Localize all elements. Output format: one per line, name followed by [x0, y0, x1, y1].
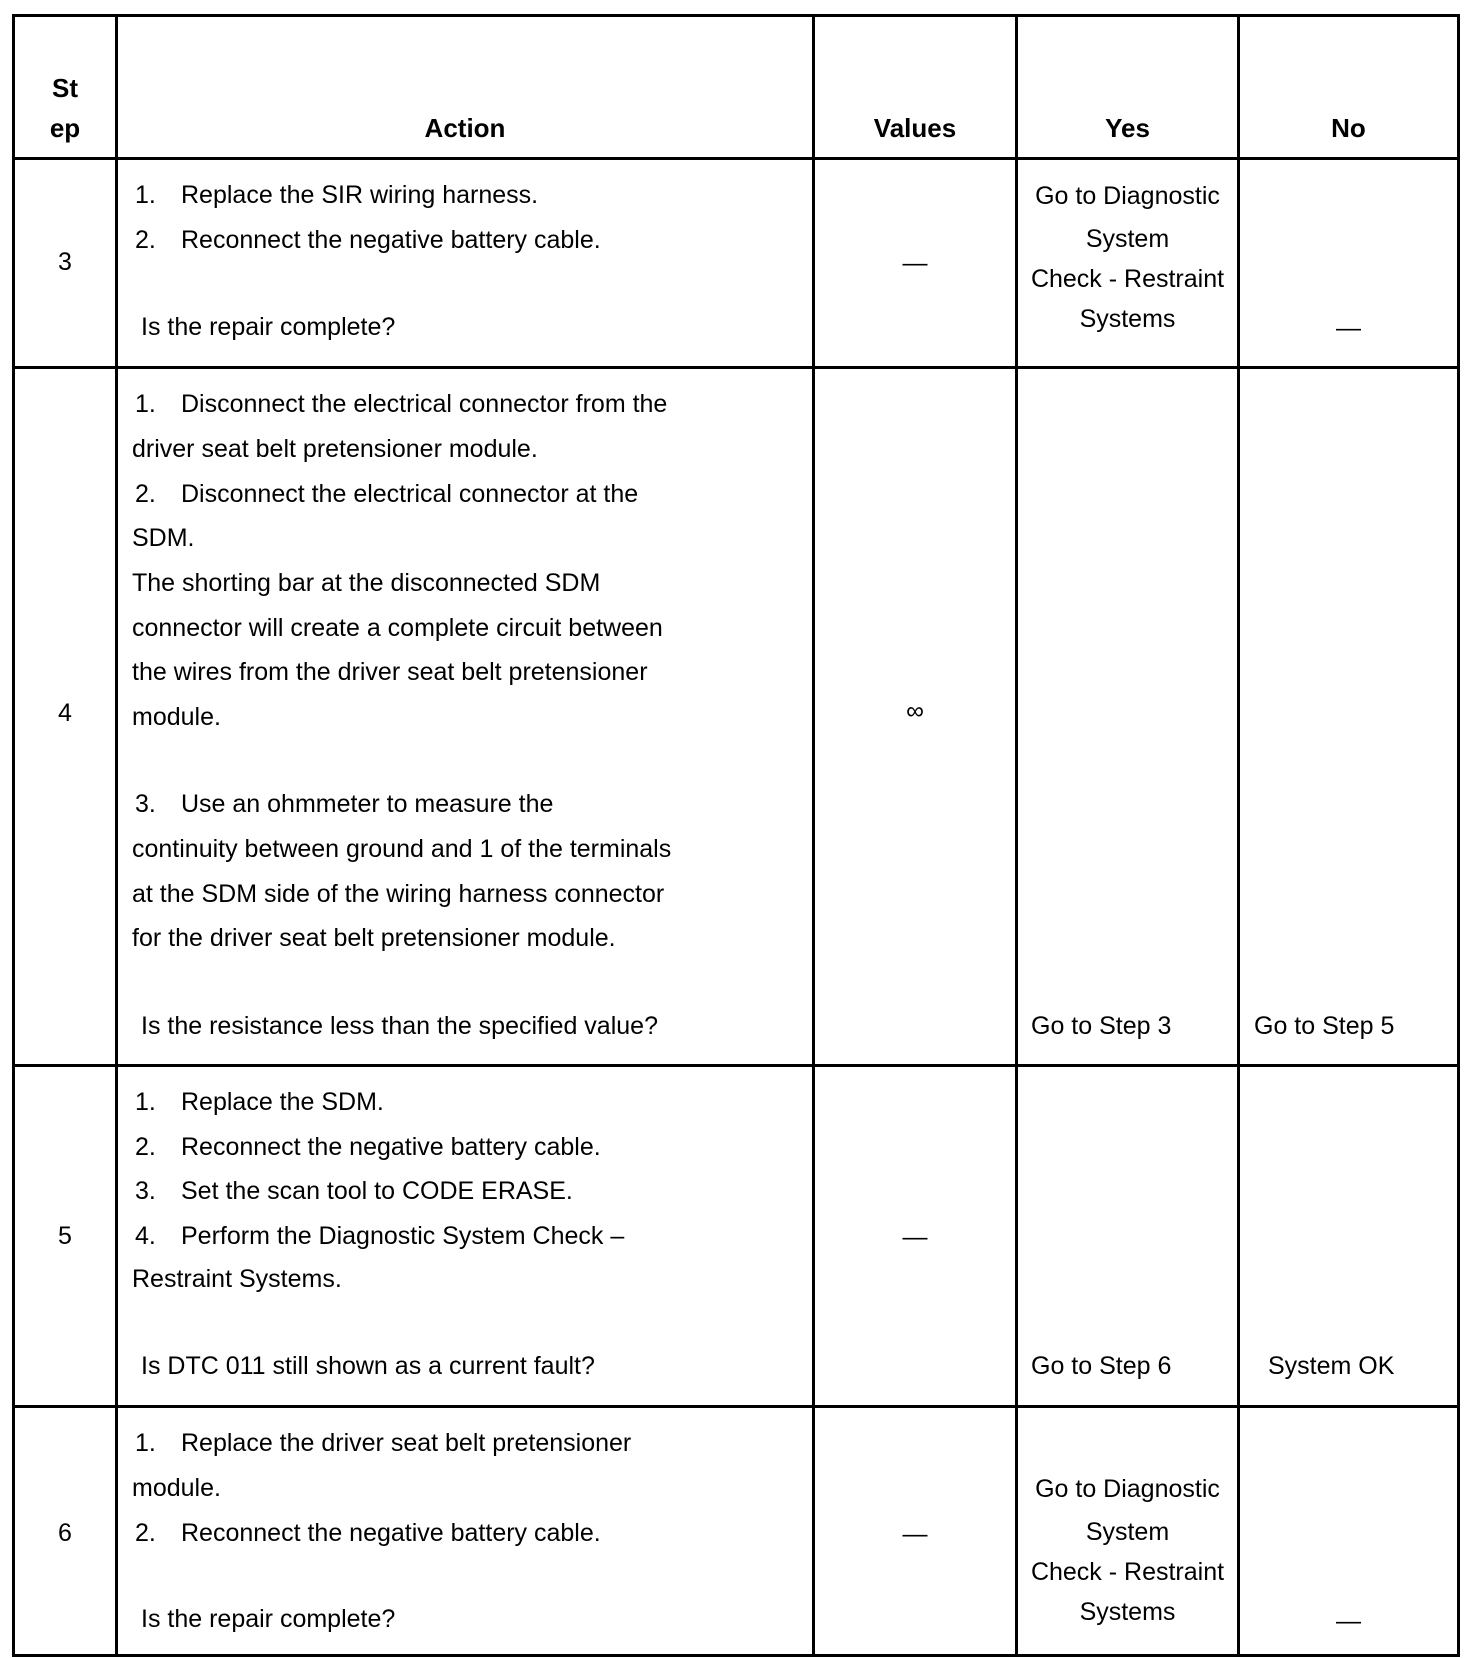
item-text: Set the scan tool to CODE ERASE. [181, 1177, 573, 1205]
action-line: at the SDM side of the wiring harness connector [132, 880, 665, 908]
action-item [135, 1087, 384, 1117]
item-number: 1. [135, 1088, 156, 1116]
action-line: Restraint Systems. [132, 1265, 342, 1293]
step-number: 3 [58, 248, 72, 276]
yes-line: Check - Restraint [1030, 265, 1225, 293]
yes-line: Go to Diagnostic [1035, 182, 1220, 210]
action-question: Is the resistance less than the specified value? [141, 1012, 658, 1040]
header-step-line1: St [52, 73, 78, 103]
no-cell: Go to Step 5 [1254, 1012, 1395, 1040]
item-text: Use an ohmmeter to measure the [181, 790, 554, 818]
item-text: Reconnect the negative battery cable. [181, 1133, 601, 1161]
action-item [135, 1176, 573, 1206]
row-divider [12, 1064, 1460, 1067]
action-line: for the driver seat belt pretensioner module. [132, 924, 616, 952]
no-cell: — [1336, 1607, 1361, 1635]
table-border-bottom [12, 1654, 1460, 1657]
item-number: 4. [135, 1222, 156, 1250]
action-item [135, 1221, 624, 1251]
yes-line: Check - Restraint [1030, 1558, 1225, 1586]
action-item [135, 789, 553, 819]
header-values: Values [873, 113, 957, 143]
table-border-right [1457, 14, 1460, 1657]
item-number: 2. [135, 480, 156, 508]
action-item [135, 1428, 631, 1458]
value-cell: ∞ [906, 697, 924, 725]
yes-cell: Go to Step 3 [1031, 1012, 1172, 1040]
item-number: 3. [135, 1177, 156, 1205]
item-text: Reconnect the negative battery cable. [181, 226, 601, 254]
table-border-top [12, 14, 1460, 17]
yes-line: Systems [1079, 305, 1176, 333]
action-line: driver seat belt pretensioner module. [132, 435, 538, 463]
action-item [135, 479, 638, 509]
item-number: 1. [135, 181, 156, 209]
action-note: The shorting bar at the disconnected SDM [132, 569, 601, 597]
value-cell: — [902, 249, 928, 277]
item-number: 1. [135, 390, 156, 418]
item-text: Replace the SDM. [181, 1088, 384, 1116]
item-text: Perform the Diagnostic System Check – [181, 1222, 625, 1250]
header-yes: Yes [1105, 113, 1150, 143]
item-text: Replace the driver seat belt pretensioner [181, 1429, 632, 1457]
yes-cell: Go to Step 6 [1031, 1352, 1172, 1380]
action-item [135, 225, 601, 255]
step-number: 4 [58, 699, 72, 727]
yes-line: Systems [1079, 1598, 1176, 1626]
action-note: the wires from the driver seat belt pretensioner [132, 658, 648, 686]
no-cell: System OK [1268, 1352, 1395, 1380]
header-no: No [1331, 113, 1366, 143]
action-item [135, 180, 538, 210]
row-divider [12, 1405, 1460, 1408]
header-action: Action [424, 113, 506, 143]
item-number: 2. [135, 1519, 156, 1547]
yes-line: System [1085, 1518, 1170, 1546]
action-question: Is DTC 011 still shown as a current fault? [141, 1352, 595, 1380]
action-line: module. [132, 1474, 221, 1502]
yes-line: System [1085, 225, 1170, 253]
item-number: 2. [135, 1133, 156, 1161]
column-divider [1237, 14, 1240, 1657]
item-number: 2. [135, 226, 156, 254]
item-number: 1. [135, 1429, 156, 1457]
item-number: 3. [135, 790, 156, 818]
value-cell: — [902, 1223, 928, 1251]
action-question: Is the repair complete? [141, 313, 396, 341]
no-cell: — [1336, 314, 1361, 342]
yes-line: Go to Diagnostic [1035, 1475, 1220, 1503]
action-note: connector will create a complete circuit between [132, 614, 663, 642]
item-text: Disconnect the electrical connector from the [181, 390, 668, 418]
action-line: SDM. [132, 524, 195, 552]
item-text: Disconnect the electrical connector at the [181, 480, 639, 508]
step-number: 5 [58, 1222, 72, 1250]
action-item [135, 389, 667, 419]
column-divider [115, 14, 118, 1657]
action-line: continuity between ground and 1 of the terminals [132, 835, 672, 863]
header-divider [12, 157, 1460, 160]
header-step-line2: ep [49, 113, 81, 143]
column-divider [1015, 14, 1018, 1657]
item-text: Reconnect the negative battery cable. [181, 1519, 601, 1547]
action-question: Is the repair complete? [141, 1605, 396, 1633]
value-cell: — [902, 1520, 928, 1548]
step-number: 6 [58, 1519, 72, 1547]
action-item [135, 1518, 601, 1548]
action-item [135, 1132, 601, 1162]
action-note: module. [132, 703, 221, 731]
item-text: Replace the SIR wiring harness. [181, 181, 539, 209]
row-divider [12, 366, 1460, 369]
